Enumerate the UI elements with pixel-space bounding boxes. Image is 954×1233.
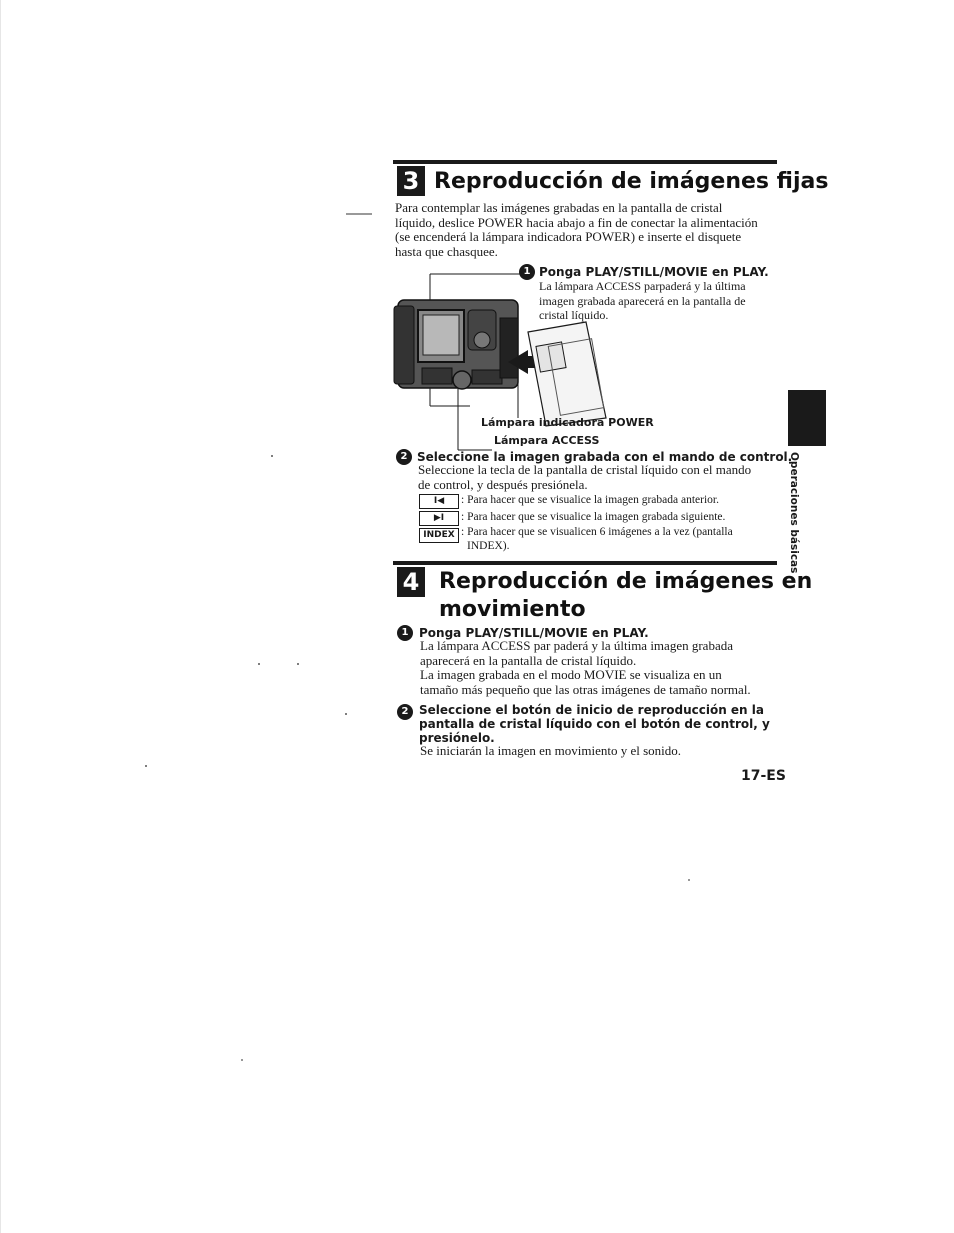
callout-access-lamp: Lámpara ACCESS bbox=[494, 434, 600, 447]
s4-step1-badge: 1 bbox=[397, 625, 413, 641]
key-next-desc: : Para hacer que se visualice la imagen grabada siguiente. bbox=[461, 511, 726, 523]
s4-step2-title: Seleccione el botón de inicio de reproducción en la pantalla de cristal líquido con el botón de control, y presiónelo. bbox=[419, 703, 770, 745]
section4-title: Reproducción de imágenes en movimiento bbox=[439, 569, 813, 622]
key-previous-desc: : Para hacer que se visualice la imagen grabada anterior. bbox=[461, 494, 719, 506]
s4-step2-text: Se iniciarán la imagen en movimiento y el sonido. bbox=[420, 743, 682, 758]
section3-title: Reproducción de imágenes fijas bbox=[434, 169, 829, 194]
step1-title: Ponga PLAY/STILL/MOVIE en PLAY. bbox=[539, 265, 769, 279]
step2-title: Seleccione la imagen grabada con el mando de control. bbox=[417, 450, 793, 464]
callout-power-lamp: Lámpara indicadora POWER bbox=[481, 416, 654, 429]
s4-step1-title: Ponga PLAY/STILL/MOVIE en PLAY. bbox=[419, 626, 649, 640]
s4-step2-badge: 2 bbox=[397, 704, 413, 720]
key-previous: I◀ bbox=[419, 494, 459, 509]
section4-number-box: 4 bbox=[397, 567, 425, 597]
page-number: 17-ES bbox=[741, 768, 786, 784]
section3-number-box: 3 bbox=[397, 166, 425, 196]
step2-badge: 2 bbox=[396, 449, 412, 465]
step1-badge: 1 bbox=[519, 264, 535, 280]
step2-text: Seleccione la tecla de la pantalla de cristal líquido con el mando de control, y después presiónela. bbox=[418, 462, 752, 492]
side-tab-label: Operaciones básicas bbox=[788, 452, 800, 574]
key-index-desc: : Para hacer que se visualicen 6 imágenes a la vez (pantalla INDEX). bbox=[461, 526, 733, 552]
s4-step1-text: La lámpara ACCESS par paderá y la última imagen grabada aparecerá en la pantalla de cristal líquido. La imagen grabada en el modo MOVIE se visualiza en un tamaño más pequeño que las otras imágenes de tamaño normal. bbox=[420, 638, 751, 697]
step1-text: La lámpara ACCESS parpaderá y la última imagen grabada aparecerá en la pantalla de cristal líquido. bbox=[539, 279, 746, 322]
section3-intro: Para contemplar las imágenes grabadas en la pantalla de cristal líquido, deslice POWER hacia abajo a fin de conectar la alimentación (se encenderá la lámpara indicadora POWER) e inserte el disquete hasta que chasquee. bbox=[395, 200, 758, 259]
key-next: ▶I bbox=[419, 511, 459, 526]
key-index: INDEX bbox=[419, 528, 459, 543]
